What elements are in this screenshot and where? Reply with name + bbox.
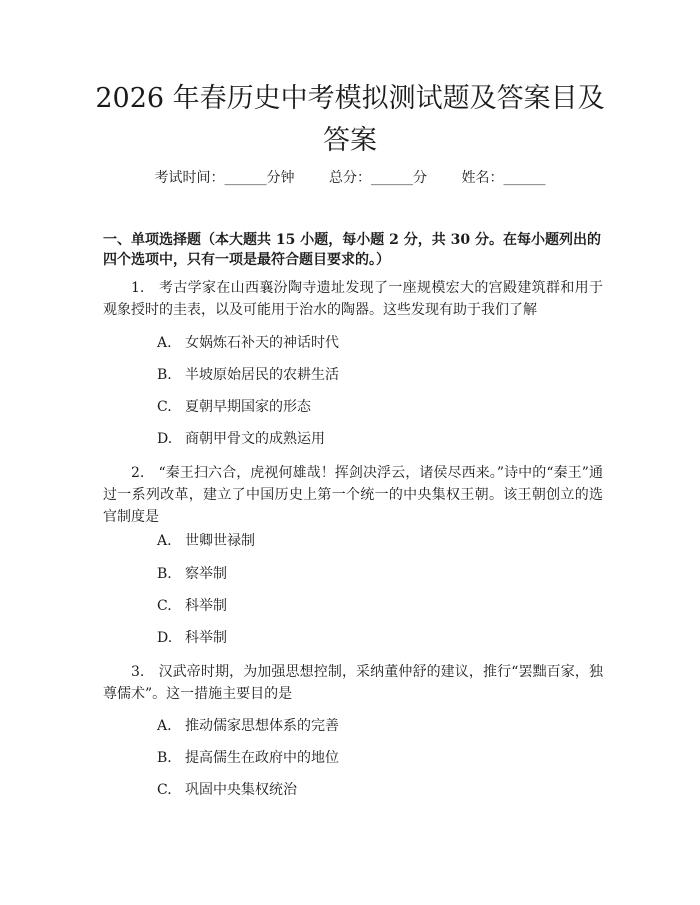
student-name-field: 姓名：______ [461, 170, 546, 186]
question-3-option-a [157, 716, 339, 736]
question-2-text: 2. “秦王扫六合，虎视何雄哉！挥剑决浮云，诸侯尽西来。”诗中的“秦王”通过一系列改革，建立了中国历史上第一个统一的中央集权王朝。该王朝创立的选官制度是 [103, 465, 603, 525]
question-2-option-c [157, 596, 227, 616]
option-text: 察举制 [185, 566, 227, 582]
question-1-option-b [157, 365, 339, 385]
option-text: 夏朝早期国家的形态 [185, 399, 311, 415]
option-text: 世卿世禄制 [185, 533, 255, 549]
page-title: 2026 年春历史中考模拟测试题及答案目及答案 [95, 83, 605, 156]
option-letter: D. [157, 431, 173, 447]
option-text: 提高儒生在政府中的地位 [185, 750, 339, 766]
exam-info-line [0, 168, 700, 188]
option-text: 巩固中央集权统治 [185, 782, 297, 798]
option-letter: A. [157, 533, 172, 549]
option-letter: A. [157, 335, 172, 351]
option-text: 商朝甲骨文的成熟运用 [185, 431, 325, 447]
question-3-option-b [157, 748, 339, 768]
option-letter: A. [157, 718, 172, 734]
option-text: 半坡原始居民的农耕生活 [185, 367, 339, 383]
option-letter: B. [157, 367, 172, 383]
question-3-option-c [157, 780, 297, 800]
question-2-option-a [157, 531, 255, 551]
question-3-text: 3. 汉武帝时期，为加强思想控制，采纳董仲舒的建议，推行“罢黜百家，独尊儒术”。这一措施主要目的是 [103, 664, 603, 702]
exam-time-field: 考试时间：______分钟 [154, 170, 295, 186]
option-letter: C. [157, 399, 172, 415]
option-letter: B. [157, 566, 172, 582]
section-heading: 一、单项选择题（本大题共 15 小题，每小题 2 分，共 30 分。在每小题列出的四个选项中，只有一项是最符合题目要求的。） [103, 232, 601, 268]
option-text: 女娲炼石补天的神话时代 [185, 335, 339, 351]
option-text: 科举制 [185, 630, 227, 646]
option-letter: C. [157, 782, 172, 798]
option-letter: D. [157, 630, 173, 646]
question-2-option-d [157, 628, 227, 648]
question-2-option-b [157, 564, 227, 584]
question-1-option-d [157, 429, 325, 449]
question-1-option-c [157, 397, 311, 417]
option-text: 科举制 [185, 598, 227, 614]
total-score-field: 总分：______分 [329, 170, 427, 186]
question-1-option-a [157, 333, 339, 353]
option-text: 推动儒家思想体系的完善 [185, 718, 339, 734]
option-letter: C. [157, 598, 172, 614]
option-letter: B. [157, 750, 172, 766]
question-1-text: 1. 考古学家在山西襄汾陶寺遗址发现了一座规模宏大的宫殿建筑群和用于观象授时的圭表，以及可能用于治水的陶器。这些发现有助于我们了解 [103, 280, 603, 318]
